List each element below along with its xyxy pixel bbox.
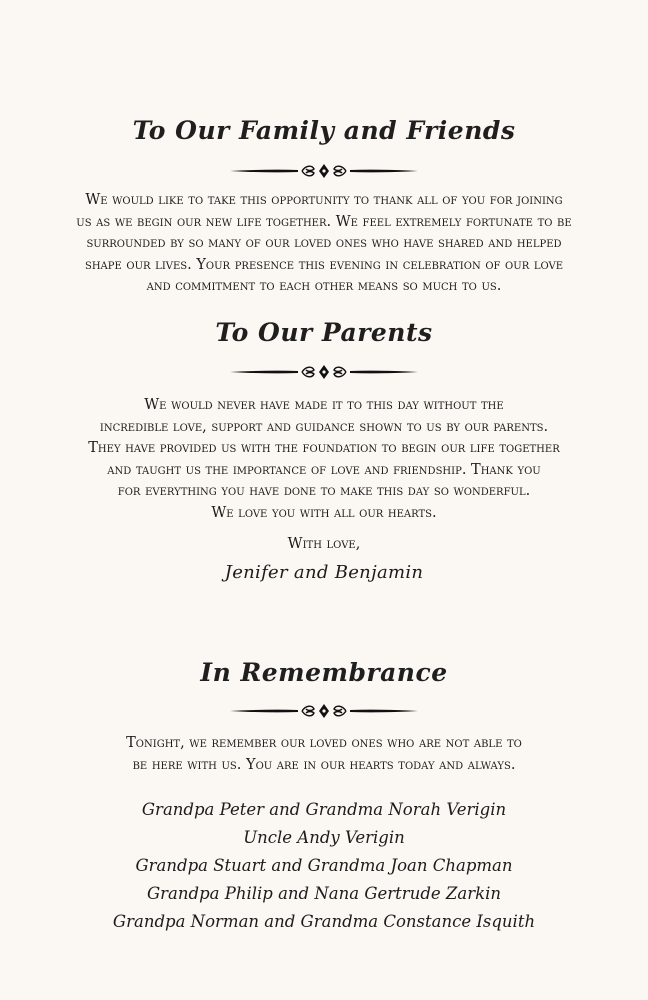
family-title: To Our Family and Friends xyxy=(132,116,516,145)
flourish-divider-icon xyxy=(228,163,420,179)
flourish-divider-icon xyxy=(228,364,420,380)
list-item: Grandpa Philip and Nana Gertrude Zarkin xyxy=(146,884,501,903)
signoff: With love, xyxy=(287,536,361,552)
list-item: Grandpa Peter and Grandma Norah Verigin xyxy=(141,800,507,819)
signature: Jenifer and Benjamin xyxy=(224,562,424,583)
family-message: We would like to take this opportunity to thank all of you for joining us as we begin our new life together. We feel extremely fortunate to be surrounded by so many of our loved ones who have shared and helped shape our lives. Your presence this evening in celebration of our love and commitment to each other means so much to us. xyxy=(76,192,572,294)
parents-message: We would never have made it to this day without the incredible love, support and guidance shown to us by our parents. They have provided us with the foundation to begin our life together and taught us the importance of love and friendship. Thank you for everything you have done to make this day so wonderful. We love you with all our hearts. xyxy=(88,397,560,521)
remembrance-names-list xyxy=(0,796,648,936)
list-item: Grandpa Stuart and Grandma Joan Chapman xyxy=(135,856,513,875)
list-item: Grandpa Norman and Grandma Constance Isquith xyxy=(112,912,536,931)
remembrance-title: In Remembrance xyxy=(200,658,448,687)
list-item: Uncle Andy Verigin xyxy=(243,828,405,847)
parents-title: To Our Parents xyxy=(215,318,433,347)
flourish-divider-icon xyxy=(228,703,420,719)
remembrance-message: Tonight, we remember our loved ones who are not able to be here with us. You are in our hearts today and always. xyxy=(126,735,522,773)
